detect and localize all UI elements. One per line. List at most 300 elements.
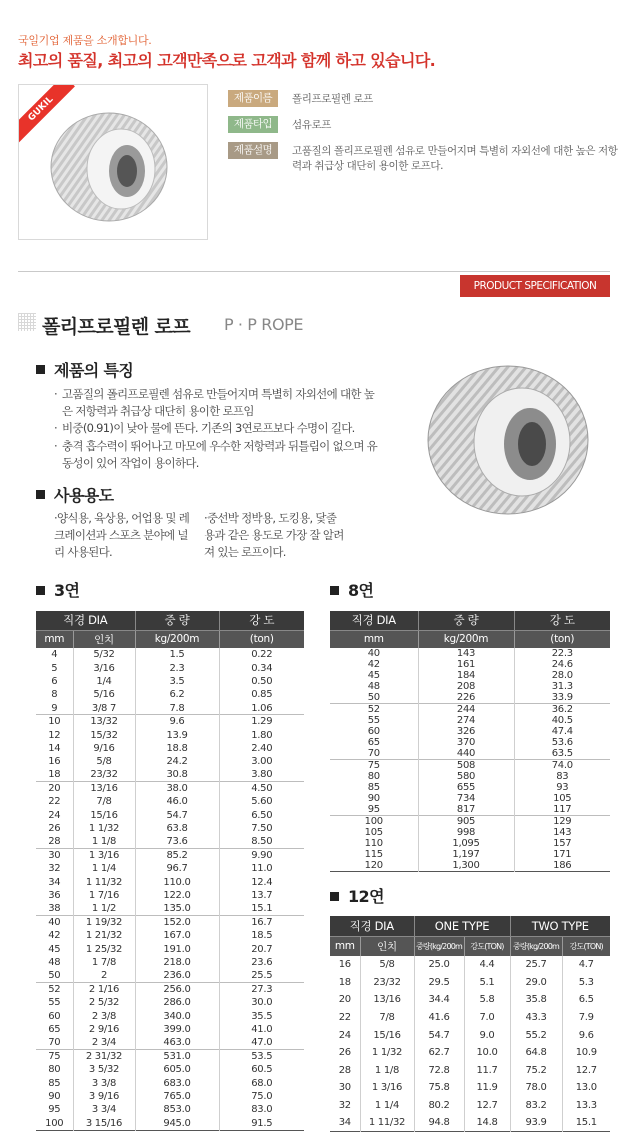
table-cell: 35.5 xyxy=(251,1010,273,1022)
table-cell: 15.1 xyxy=(251,903,273,915)
table-cell: 2 xyxy=(73,969,135,982)
table-row xyxy=(330,804,610,816)
product-name-value: 폴리프로필렌 로프 xyxy=(292,93,373,105)
table-row xyxy=(36,769,304,782)
table-cell: 100 xyxy=(330,816,418,828)
table-cell: 6 xyxy=(36,675,73,688)
table-cell: 1 19/32 xyxy=(73,916,135,929)
table-cell: 117 xyxy=(553,804,572,815)
table-cell: 75.2 xyxy=(510,1062,562,1080)
table-cell: 100 xyxy=(36,1117,73,1130)
table-row xyxy=(36,1036,304,1049)
table-cell: 93 xyxy=(556,782,569,793)
table-row xyxy=(36,702,304,715)
table-cell: 28 xyxy=(330,1062,360,1080)
table-cell: 15/32 xyxy=(73,728,135,741)
product-type-label: 제품타입 xyxy=(228,116,278,133)
table-cell: 74.0 xyxy=(514,760,610,772)
usage-heading: 사용용도 xyxy=(54,486,114,505)
table-cell: 9.0 xyxy=(464,1026,510,1044)
table-cell: 1,095 xyxy=(418,838,514,849)
table8-heading: 8연 xyxy=(348,581,374,600)
table-row xyxy=(36,755,304,768)
table-cell: 13.9 xyxy=(135,728,219,741)
table-cell: 85 xyxy=(330,782,418,793)
product-name-label: 제품이름 xyxy=(228,90,278,107)
table-row xyxy=(330,1044,610,1062)
rope-coil-image-large xyxy=(422,358,608,518)
table-cell: 2 9/16 xyxy=(73,1023,135,1036)
table-row xyxy=(36,969,304,982)
table-cell: 218.0 xyxy=(135,956,219,969)
table-cell: 36 xyxy=(36,889,73,902)
table-row xyxy=(330,991,610,1009)
table-cell: 340.0 xyxy=(135,1010,219,1023)
table-row xyxy=(36,996,304,1009)
table-row xyxy=(36,849,304,862)
table-cell: 29.0 xyxy=(510,974,562,992)
table-12-strand xyxy=(330,916,610,1132)
table-cell: 34 xyxy=(330,1114,360,1132)
feature-item: · 비중(0.91)이 낮아 물에 뜬다. 기존의 3연로프보다 수명이 길다. xyxy=(54,421,355,435)
table-row xyxy=(36,782,304,795)
table-cell: 3.80 xyxy=(251,769,273,781)
table-cell: 78.0 xyxy=(510,1079,562,1097)
table-cell: 120 xyxy=(330,860,418,872)
table-row xyxy=(330,737,610,748)
table-cell: 75 xyxy=(330,760,418,772)
subheader-mm: mm xyxy=(330,936,360,956)
table-cell: 55.2 xyxy=(510,1026,562,1044)
table-cell: 25.7 xyxy=(510,956,562,974)
table-cell: 41.0 xyxy=(251,1024,273,1036)
usage-item: ·양식용, 육상용, 어업용 및 레크레이션과 스포츠 분야에 널리 사용된다. xyxy=(54,511,190,559)
table-cell: 1.5 xyxy=(135,648,219,661)
table-cell: 1 25/32 xyxy=(73,943,135,956)
table-cell: 48 xyxy=(330,681,418,692)
table-cell: 32 xyxy=(330,1097,360,1115)
table-cell: 70 xyxy=(36,1036,73,1049)
table-cell: 28 xyxy=(36,835,73,848)
subheader-one-strength: 강도(TON) xyxy=(464,936,510,956)
table-cell: 47.4 xyxy=(551,726,573,737)
table-row xyxy=(36,956,304,969)
subheader-kg: kg/200m xyxy=(135,630,219,648)
table-cell: 3.5 xyxy=(135,675,219,688)
table-row xyxy=(330,648,610,659)
table-cell: 75.8 xyxy=(414,1079,464,1097)
table-cell: 1 1/32 xyxy=(73,822,135,835)
table-cell: 226 xyxy=(418,692,514,704)
table-row xyxy=(36,742,304,755)
table-row xyxy=(36,728,304,741)
table-cell: 96.7 xyxy=(135,862,219,875)
subheader-two-weight: 중량(kg/200m xyxy=(510,936,562,956)
table-row xyxy=(36,1117,304,1130)
feature-item: · 충격 흡수력이 뛰어나고 마모에 우수한 저항력과 뒤틀림이 없으며 유동성이 있어 작업이 용이하다. xyxy=(54,439,378,470)
table-cell: 326 xyxy=(418,726,514,737)
features-heading: 제품의 특징 xyxy=(54,361,134,380)
table-cell: 90 xyxy=(36,1090,73,1103)
table-cell: 16.7 xyxy=(219,916,304,929)
table-row xyxy=(330,659,610,670)
table-cell: 1 7/8 xyxy=(73,956,135,969)
table-cell: 5.1 xyxy=(464,974,510,992)
subheader-kg: kg/200m xyxy=(418,630,514,648)
table-cell: 24.2 xyxy=(135,755,219,768)
table-cell: 83.2 xyxy=(510,1097,562,1115)
col-header-dia: 직경 DIA xyxy=(330,916,414,936)
table-row xyxy=(36,688,304,701)
table-cell: 945.0 xyxy=(135,1117,219,1130)
table-cell: 60 xyxy=(36,1010,73,1023)
table-cell: 23/32 xyxy=(360,974,414,992)
table-row xyxy=(330,715,610,726)
table-cell: 9/16 xyxy=(73,742,135,755)
table-cell: 24.6 xyxy=(551,659,573,670)
table-cell: 40 xyxy=(36,916,73,929)
table-cell: 3 15/16 xyxy=(73,1117,135,1130)
table-cell: 208 xyxy=(418,681,514,692)
table-cell: 25.0 xyxy=(414,956,464,974)
table-cell: 370 xyxy=(418,737,514,748)
usage-item: ·중선박 정박용, 도킹용, 닻줄용과 같은 용도로 가장 잘 알려져 있는 로프이다. xyxy=(204,511,344,559)
table-cell: 15/16 xyxy=(73,809,135,822)
table-row xyxy=(36,902,304,915)
table-row xyxy=(330,748,610,760)
table-cell: 115 xyxy=(330,849,418,860)
table-8-strand xyxy=(330,611,610,872)
table-cell: 80 xyxy=(330,771,418,782)
table12-heading: 12연 xyxy=(348,887,384,906)
table-cell: 3.00 xyxy=(251,756,273,768)
table-row xyxy=(36,648,304,661)
table-cell: 41.6 xyxy=(414,1009,464,1027)
table-cell: 152.0 xyxy=(135,916,219,929)
table-cell: 29.5 xyxy=(414,974,464,992)
table-row xyxy=(36,1023,304,1036)
table-cell: 13.3 xyxy=(575,1100,597,1112)
table-cell: 60 xyxy=(330,726,418,737)
table-row xyxy=(36,795,304,808)
usage-bullet-icon xyxy=(36,490,45,499)
table-row xyxy=(330,1009,610,1027)
table-cell: 24 xyxy=(36,809,73,822)
table-cell: 683.0 xyxy=(135,1077,219,1090)
table-cell: 45 xyxy=(330,670,418,681)
table-cell: 236.0 xyxy=(135,969,219,982)
col-header-one-type: ONE TYPE xyxy=(414,916,510,936)
table-cell: 40 xyxy=(330,648,418,659)
table-cell: 765.0 xyxy=(135,1090,219,1103)
dot-icon: · xyxy=(54,387,57,401)
table-cell: 184 xyxy=(418,670,514,681)
table-cell: 14 xyxy=(36,742,73,755)
table-cell: 0.85 xyxy=(251,689,273,701)
subheader-two-strength: 강도(TON) xyxy=(562,936,610,956)
table-cell: 186 xyxy=(553,860,572,871)
section-subtitle: P · P ROPE xyxy=(224,315,304,334)
product-image-box xyxy=(18,84,208,240)
table-cell: 95 xyxy=(330,804,418,816)
table-cell: 7.0 xyxy=(464,1009,510,1027)
table-row xyxy=(36,916,304,929)
table-cell: 1 21/32 xyxy=(73,929,135,942)
table-cell: 10.9 xyxy=(575,1047,597,1059)
table-cell: 20 xyxy=(330,991,360,1009)
table-row xyxy=(330,704,610,716)
table-cell: 440 xyxy=(418,748,514,760)
table-cell: 38.0 xyxy=(135,782,219,795)
table-cell: 5/8 xyxy=(73,755,135,768)
table-cell: 1 3/16 xyxy=(73,849,135,862)
table-cell: 6.5 xyxy=(578,994,594,1006)
table-cell: 6.50 xyxy=(251,809,273,821)
table-cell: 9 xyxy=(36,702,73,715)
table-cell: 24 xyxy=(330,1026,360,1044)
table-row xyxy=(330,760,610,772)
table-cell: 75 xyxy=(36,1050,73,1063)
table-cell: 38 xyxy=(36,902,73,915)
table-row xyxy=(330,838,610,849)
table-cell: 18.8 xyxy=(135,742,219,755)
table-row xyxy=(330,681,610,692)
table-cell: 12.7 xyxy=(464,1097,510,1115)
table-cell: 52 xyxy=(330,704,418,716)
table-cell: 2 3/4 xyxy=(73,1036,135,1049)
table-cell: 143 xyxy=(418,648,514,659)
table-cell: 2 5/32 xyxy=(73,996,135,1009)
table-cell: 122.0 xyxy=(135,889,219,902)
table-row xyxy=(330,827,610,838)
table-cell: 63.8 xyxy=(135,822,219,835)
subheader-one-weight: 중량(kg/200m xyxy=(414,936,464,956)
table-row xyxy=(330,793,610,804)
col-header-two-type: TWO TYPE xyxy=(510,916,610,936)
table-row xyxy=(330,1114,610,1132)
table-cell: 817 xyxy=(418,804,514,816)
table-row xyxy=(330,1079,610,1097)
table-cell: 26 xyxy=(36,822,73,835)
table-3-strand xyxy=(36,611,304,1131)
table-cell: 35.8 xyxy=(510,991,562,1009)
table-cell: 5.3 xyxy=(578,976,594,988)
table-cell: 508 xyxy=(418,760,514,772)
product-desc-value: 고품질의 폴리프로필렌 섬유로 만들어지며 특별히 자외선에 대한 높은 저항력과 취급상 대단히 용이한 로프다. xyxy=(292,145,618,172)
dot-icon: · xyxy=(54,439,57,453)
table-cell: 7.8 xyxy=(135,702,219,715)
dot-icon: · xyxy=(54,421,57,435)
col-header-weight: 중 량 xyxy=(418,611,514,630)
table-row xyxy=(36,1063,304,1076)
table-cell: 33.9 xyxy=(551,692,573,703)
product-type-value: 섬유로프 xyxy=(292,119,331,131)
subheader-ton: (ton) xyxy=(514,630,610,648)
table-cell: 47.0 xyxy=(251,1037,273,1049)
table-cell: 1 3/16 xyxy=(360,1079,414,1097)
table-cell: 55 xyxy=(330,715,418,726)
table-cell: 1 7/16 xyxy=(73,889,135,902)
table-cell: 1,197 xyxy=(418,849,514,860)
col-header-weight: 중 량 xyxy=(135,611,219,630)
table-cell: 1 1/32 xyxy=(360,1044,414,1062)
table-cell: 3 3/8 xyxy=(73,1077,135,1090)
section-divider xyxy=(18,271,610,272)
table-row xyxy=(36,675,304,688)
table-cell: 14.8 xyxy=(464,1114,510,1132)
table-cell: 1 1/8 xyxy=(73,835,135,848)
table-row xyxy=(330,849,610,860)
subheader-mm: mm xyxy=(36,630,73,648)
table-cell: 18 xyxy=(36,769,73,782)
col-header-strength: 강 도 xyxy=(219,611,304,630)
table-row xyxy=(330,782,610,793)
table-cell: 9.90 xyxy=(219,849,304,862)
table-cell: 0.22 xyxy=(251,649,273,661)
table-cell: 18.5 xyxy=(251,930,273,942)
table-row xyxy=(36,889,304,902)
title-pattern-icon xyxy=(18,313,36,331)
table-cell: 256.0 xyxy=(135,983,219,996)
table-cell: 7/8 xyxy=(360,1009,414,1027)
table-cell: 531.0 xyxy=(135,1050,219,1063)
table-row xyxy=(330,670,610,681)
table-cell: 13.0 xyxy=(575,1082,597,1094)
table-cell: 0.34 xyxy=(251,662,273,674)
table-cell: 26 xyxy=(330,1044,360,1062)
table-cell: 2 31/32 xyxy=(73,1050,135,1063)
table-cell: 463.0 xyxy=(135,1036,219,1049)
brand-ribbon: GUKIL xyxy=(18,84,75,143)
table-row xyxy=(36,835,304,848)
table-cell: 80.2 xyxy=(414,1097,464,1115)
table-cell: 7.9 xyxy=(578,1012,594,1024)
table-cell: 2.40 xyxy=(251,742,273,754)
table-cell: 23.6 xyxy=(251,957,273,969)
table-row xyxy=(36,1103,304,1116)
table-row xyxy=(36,822,304,835)
table-cell: 0.50 xyxy=(251,675,273,687)
table-cell: 27.3 xyxy=(219,983,304,996)
table-cell: 25.5 xyxy=(251,970,273,982)
table-cell: 30.0 xyxy=(251,997,273,1009)
table-cell: 10 xyxy=(36,715,73,728)
table-cell: 83.0 xyxy=(251,1104,273,1116)
table-cell: 5 xyxy=(36,661,73,674)
table-row xyxy=(36,1010,304,1023)
table-row xyxy=(36,1090,304,1103)
table-cell: 91.5 xyxy=(251,1117,273,1129)
table-cell: 20 xyxy=(36,782,73,795)
table-cell: 11.7 xyxy=(464,1062,510,1080)
table-cell: 8 xyxy=(36,688,73,701)
table-cell: 12.4 xyxy=(251,876,273,888)
table-cell: 16 xyxy=(36,755,73,768)
table-cell: 605.0 xyxy=(135,1063,219,1076)
table-cell: 8.50 xyxy=(251,836,273,848)
table-row xyxy=(330,956,610,974)
table-cell: 1 11/32 xyxy=(73,876,135,889)
table-cell: 40.5 xyxy=(551,715,573,726)
table-cell: 1,300 xyxy=(418,860,514,872)
table-cell: 135.0 xyxy=(135,902,219,915)
table-cell: 4.7 xyxy=(578,959,594,971)
table-row xyxy=(330,726,610,737)
table-cell: 55 xyxy=(36,996,73,1009)
table-cell: 68.0 xyxy=(251,1077,273,1089)
feature-item: · 고품질의 폴리프로필렌 섬유로 만들어지며 특별히 자외선에 대한 높은 저항력과 취급상 대단히 용이한 로프임 xyxy=(54,387,375,418)
table-cell: 28.0 xyxy=(551,670,573,681)
table-row xyxy=(36,1050,304,1063)
subheader-ton: (ton) xyxy=(219,630,304,648)
table-cell: 12 xyxy=(36,728,73,741)
col-header-dia: 직경 DIA xyxy=(36,611,135,630)
table-cell: 30 xyxy=(330,1079,360,1097)
table-cell: 46.0 xyxy=(135,795,219,808)
table-cell: 15.1 xyxy=(575,1117,597,1129)
table-cell: 9.6 xyxy=(578,1029,594,1041)
table-cell: 11.0 xyxy=(251,863,273,875)
table-cell: 30.8 xyxy=(135,769,219,782)
table-cell: 53.5 xyxy=(219,1050,304,1063)
table-cell: 54.7 xyxy=(414,1026,464,1044)
table-cell: 23/32 xyxy=(73,769,135,782)
table-row xyxy=(330,1026,610,1044)
table-cell: 4.50 xyxy=(219,782,304,795)
table-row xyxy=(36,983,304,996)
table-cell: 90 xyxy=(330,793,418,804)
table-cell: 3 9/16 xyxy=(73,1090,135,1103)
table-cell: 7/8 xyxy=(73,795,135,808)
table-cell: 12.7 xyxy=(575,1064,597,1076)
table-cell: 905 xyxy=(418,816,514,828)
table-row xyxy=(330,1062,610,1080)
table12-bullet-icon xyxy=(330,892,339,901)
col-header-strength: 강 도 xyxy=(514,611,610,630)
table-cell: 3/8 7 xyxy=(73,702,135,715)
table-row xyxy=(36,1077,304,1090)
table-cell: 93.9 xyxy=(510,1114,562,1132)
table-cell: 5/16 xyxy=(73,688,135,701)
table-cell: 244 xyxy=(418,704,514,716)
table-cell: 655 xyxy=(418,782,514,793)
table-cell: 2 1/16 xyxy=(73,983,135,996)
table-cell: 22 xyxy=(330,1009,360,1027)
table-cell: 53.6 xyxy=(551,737,573,748)
table-cell: 286.0 xyxy=(135,996,219,1009)
table-cell: 65 xyxy=(36,1023,73,1036)
table8-bullet-icon xyxy=(330,586,339,595)
table-cell: 1 1/4 xyxy=(73,862,135,875)
subheader-mm: mm xyxy=(330,630,418,648)
table-cell: 580 xyxy=(418,771,514,782)
table-cell: 10.0 xyxy=(464,1044,510,1062)
table-cell: 43.3 xyxy=(510,1009,562,1027)
table-cell: 70 xyxy=(330,748,418,760)
table-cell: 20.7 xyxy=(251,943,273,955)
table-cell: 4 xyxy=(36,648,73,661)
subheader-inch: 인치 xyxy=(360,936,414,956)
table-cell: 13/32 xyxy=(73,715,135,728)
intro-headline: 최고의 품질, 최고의 고객만족으로 고객과 함께 하고 있습니다. xyxy=(18,51,436,70)
table-cell: 62.7 xyxy=(414,1044,464,1062)
table-row xyxy=(330,860,610,872)
table-cell: 110.0 xyxy=(135,876,219,889)
table-cell: 7.50 xyxy=(251,823,273,835)
table-cell: 1 1/8 xyxy=(360,1062,414,1080)
table-cell: 105 xyxy=(553,793,572,804)
table-cell: 1.80 xyxy=(251,729,273,741)
